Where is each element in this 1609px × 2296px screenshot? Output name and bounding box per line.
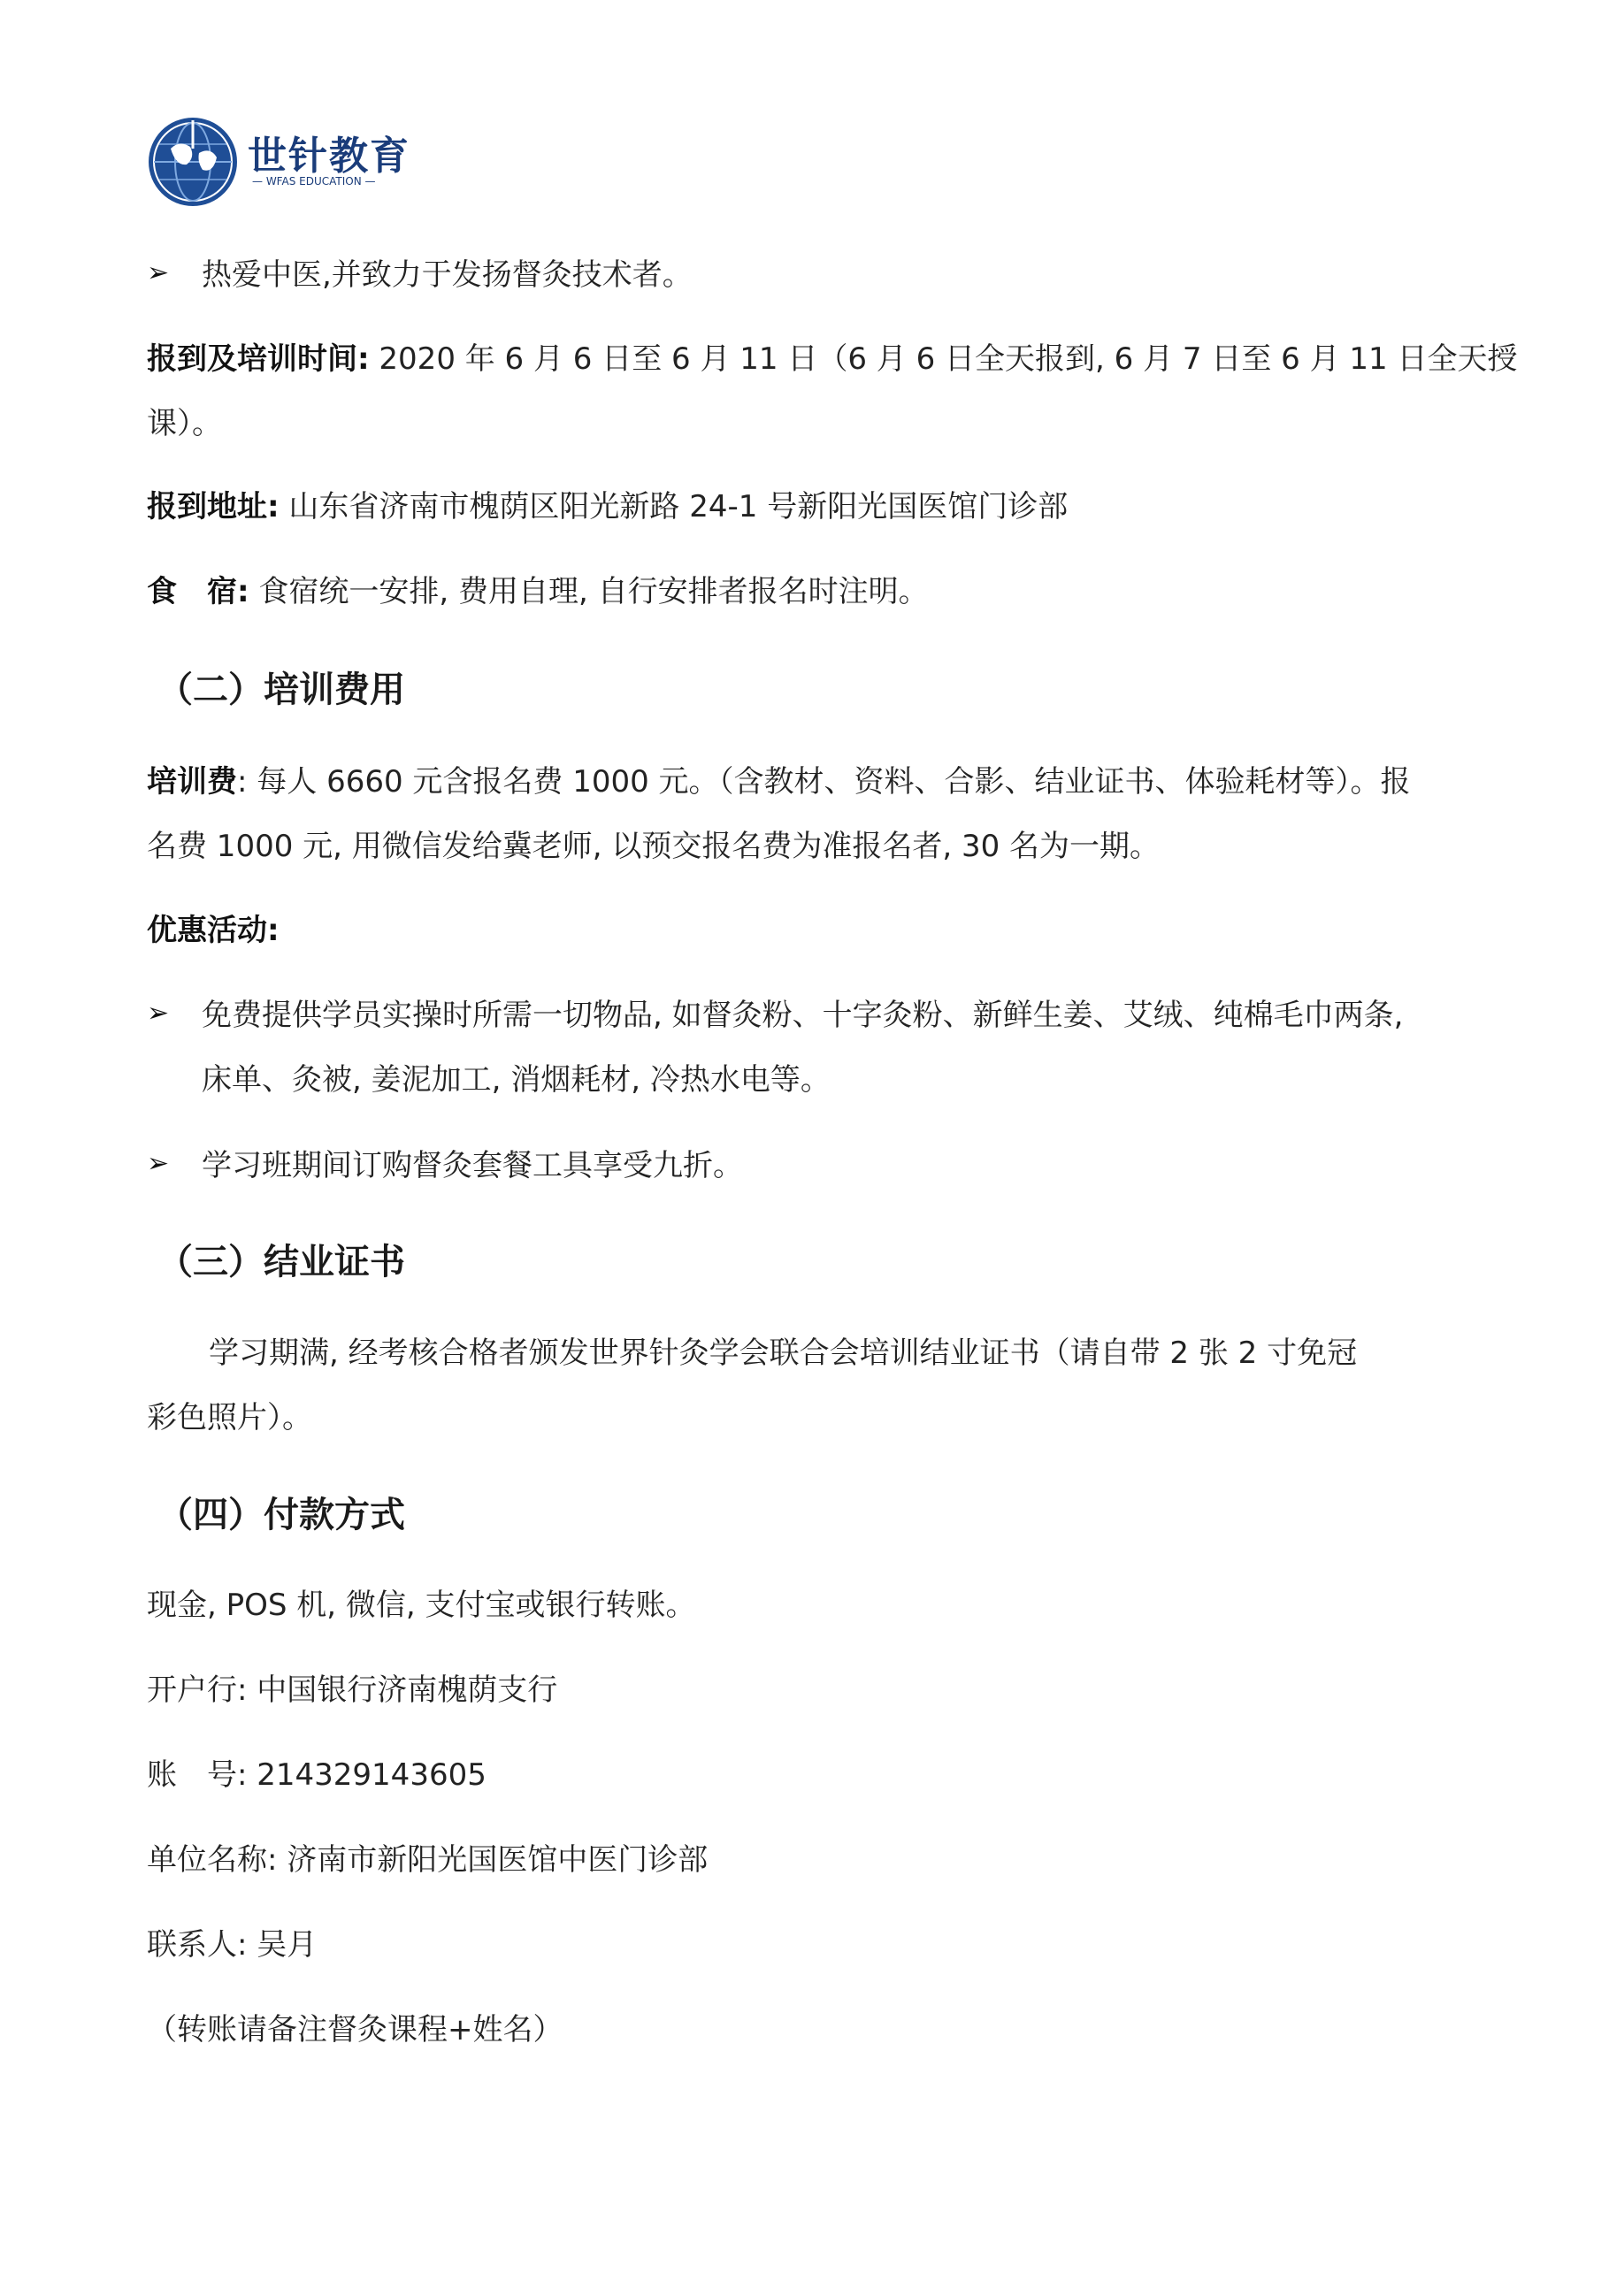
fee-label: 培训费 — [147, 764, 237, 800]
discount-item-1 — [147, 983, 1520, 1113]
training-time-line1: 2020 年 6 月 6 日至 6 月 11 日（6 月 6 日全天报到, 6 月 7 日至 6 月 11 日全天授 — [369, 341, 1518, 377]
address-label: 报到地址: — [147, 489, 280, 524]
fee — [147, 750, 1465, 879]
address — [147, 475, 1465, 540]
training-time-label: 报到及培训时间: — [147, 341, 370, 377]
section-heading-payment: （四）付款方式 — [157, 1495, 405, 1535]
bullet-icon: ➢ — [147, 998, 170, 1029]
payment-methods: 现金, POS 机, 微信, 支付宝或银行转账。 — [147, 1588, 696, 1623]
discount-label: 优惠活动: — [147, 913, 280, 948]
discount-item-1-line1: 免费提供学员实操时所需一切物品, 如督灸粉、十字灸粉、新鲜生姜、艾绒、纯棉毛巾两条, — [202, 998, 1404, 1033]
logo-name-en: — WFAS EDUCATION — — [252, 175, 376, 188]
section-heading-certificate: （三）结业证书 — [157, 1242, 405, 1282]
section-heading-fees: （二）培训费用 — [157, 670, 405, 710]
training-time — [147, 327, 1518, 456]
lodging-label: 食 宿: — [147, 574, 249, 609]
address-text: 山东省济南市槐荫区阳光新路 24-1 号新阳光国医馆门诊部 — [279, 489, 1069, 524]
discount-item-1-line2: 床单、灸被, 姜泥加工, 消烟耗材, 冷热水电等。 — [202, 1062, 831, 1098]
intro-bullet-text: 热爱中医,并致力于发扬督灸技术者。 — [202, 257, 693, 293]
logo-name-cn: 世针教育 — [248, 134, 410, 179]
fee-line2: 名费 1000 元, 用微信发给冀老师, 以预交报名费为准报名者, 30 名为一期。 — [147, 829, 1161, 864]
payment-contact: 联系人: 吴月 — [147, 1927, 318, 1963]
payment-account: 账 号: 214329143605 — [147, 1757, 487, 1793]
bullet-icon: ➢ — [147, 257, 170, 288]
training-time-line2: 课）。 — [147, 406, 222, 441]
bullet-icon: ➢ — [147, 1148, 170, 1179]
certificate-text — [147, 1321, 1465, 1450]
certificate-line2: 彩色照片）。 — [147, 1400, 312, 1435]
payment-note: （转账请备注督灸课程+姓名） — [147, 2012, 563, 2047]
fee-line1: : 每人 6660 元含报名费 1000 元。（含教材、资料、合影、结业证书、体验耗材等）。报 — [237, 764, 1411, 800]
lodging — [147, 560, 1465, 624]
logo — [144, 113, 410, 210]
lodging-text: 食宿统一安排, 费用自理, 自行安排者报名时注明。 — [249, 574, 929, 609]
certificate-line1: 学习期满, 经考核合格者颁发世界针灸学会联合会培训结业证书（请自带 2 张 2 寸免冠 — [209, 1336, 1358, 1371]
discount-item-2: 学习班期间订购督灸套餐工具享受九折。 — [202, 1148, 743, 1183]
payment-bank: 开户行: 中国银行济南槐荫支行 — [147, 1672, 558, 1708]
globe-emblem-icon — [144, 113, 241, 210]
payment-unit: 单位名称: 济南市新阳光国医馆中医门诊部 — [147, 1842, 709, 1878]
